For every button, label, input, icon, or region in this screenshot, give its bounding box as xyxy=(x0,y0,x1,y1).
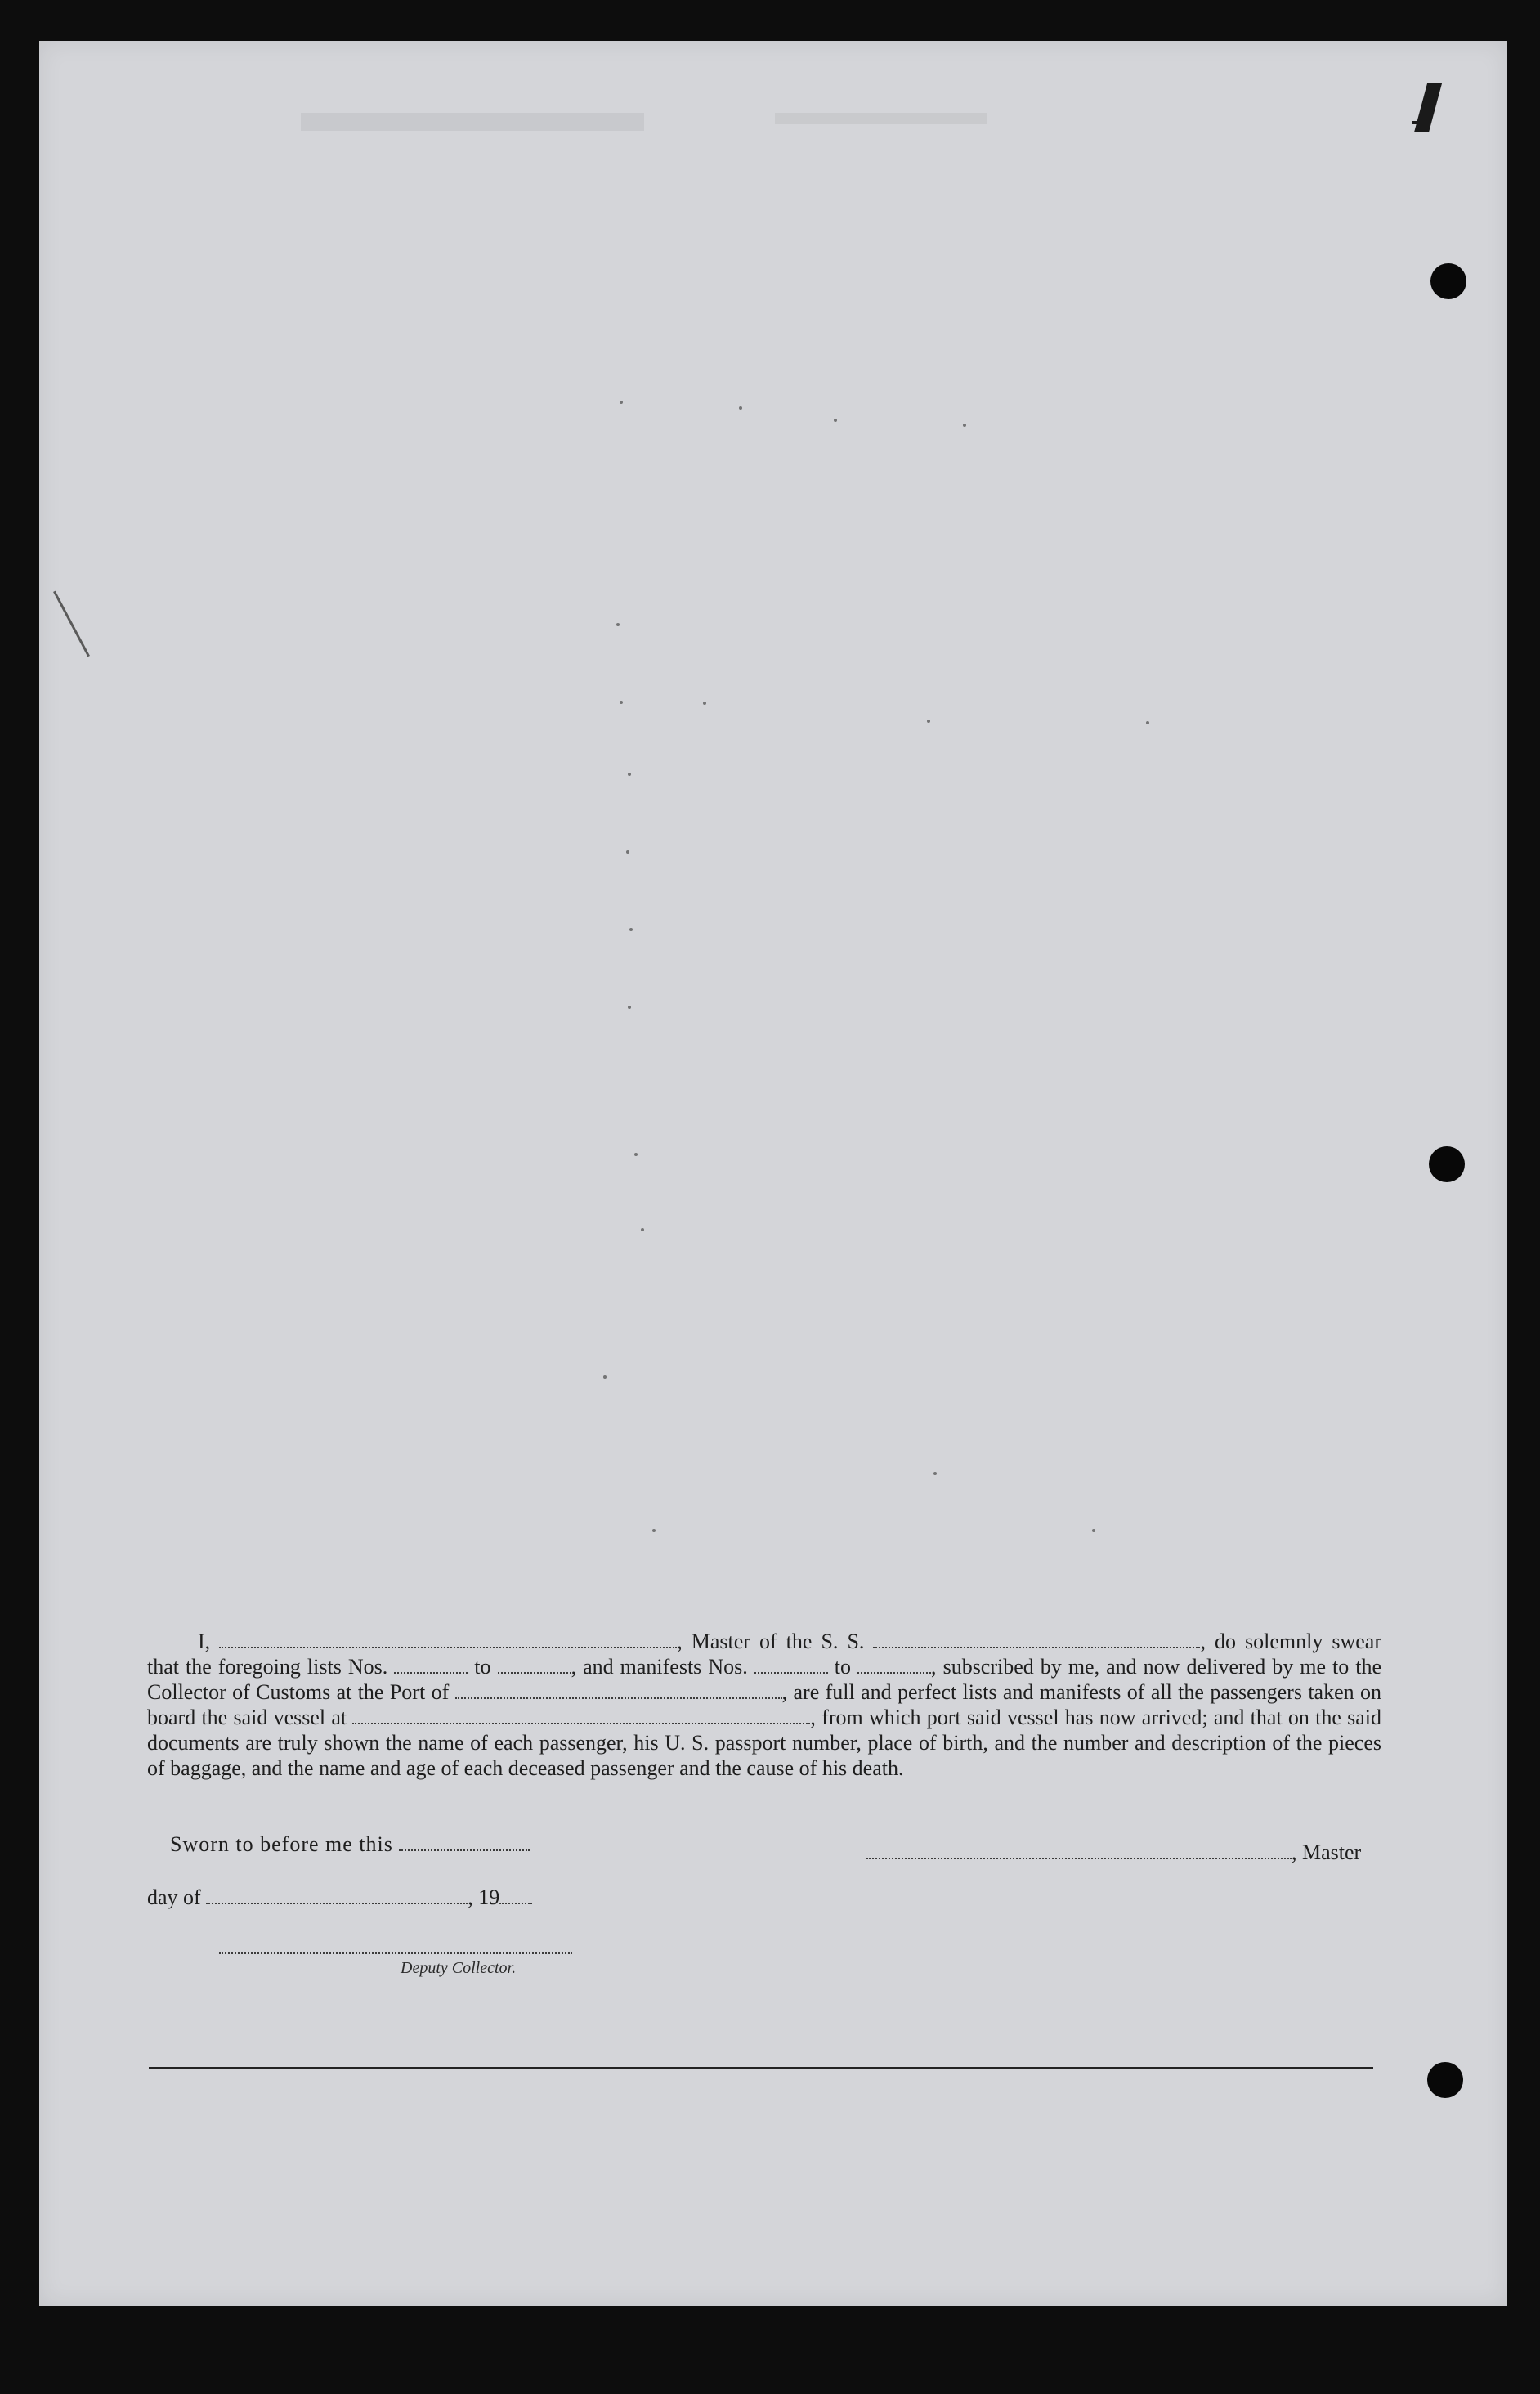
speck xyxy=(1146,721,1149,724)
speck xyxy=(620,401,623,404)
list-from-field[interactable] xyxy=(394,1654,468,1674)
ship-name-field[interactable] xyxy=(873,1629,1200,1648)
oath-rest: , from which port said vessel has now arrived; and that on the said documents are truly shown the name of each passenger, his U. S. passport number, place of birth, and the number and description of the pieces of baggage, and the name and age of each deceased passenger and the cause of his death. xyxy=(147,1706,1381,1780)
speck xyxy=(629,928,633,931)
list-to-field[interactable] xyxy=(498,1654,571,1674)
oath-opening: I, xyxy=(198,1630,211,1653)
corner-ink-mark xyxy=(1414,83,1442,132)
port-of-arrival-field[interactable] xyxy=(455,1679,782,1699)
sworn-label: Sworn to before me this xyxy=(170,1832,393,1856)
bleed-through-text xyxy=(775,113,987,124)
oath-paragraph xyxy=(147,1629,1381,1781)
oath-solemnly: , do solemnly swear that the foregoing lists Nos. xyxy=(147,1630,1381,1679)
sworn-day-field[interactable] xyxy=(399,1831,530,1851)
speck xyxy=(626,850,629,854)
speck xyxy=(652,1529,656,1532)
oath-full-perfect: , are full and perfect lists and manifests of all the passengers taken on board the said vessel at xyxy=(147,1680,1382,1729)
speck xyxy=(1092,1529,1095,1532)
year-field[interactable] xyxy=(499,1885,532,1904)
day-of-line xyxy=(147,1885,532,1910)
speck xyxy=(603,1375,607,1379)
oath-and-manifests: , and manifests Nos. xyxy=(571,1655,748,1679)
oath-to-1: to xyxy=(474,1655,491,1679)
deputy-signature-field[interactable] xyxy=(219,1952,572,1954)
speck xyxy=(933,1472,937,1475)
oath-master-of: , Master of the S. S. xyxy=(677,1630,865,1653)
day-of-label: day of xyxy=(147,1885,201,1909)
speck xyxy=(628,773,631,776)
document-sheet xyxy=(39,41,1507,2306)
corner-ink-tick xyxy=(1412,121,1424,124)
speck xyxy=(616,623,620,626)
port-of-departure-field[interactable] xyxy=(352,1705,810,1724)
master-label: , Master xyxy=(1292,1840,1362,1864)
master-name-field[interactable] xyxy=(219,1629,677,1648)
master-signature-line xyxy=(866,1840,1361,1865)
punch-hole-bottom xyxy=(1427,2062,1463,2098)
bottom-rule xyxy=(149,2067,1373,2069)
deputy-collector-label: Deputy Collector. xyxy=(401,1959,517,1977)
master-signature-field[interactable] xyxy=(866,1840,1292,1859)
punch-hole-top xyxy=(1430,263,1466,299)
speck xyxy=(628,1006,631,1009)
speck xyxy=(641,1228,644,1231)
speck xyxy=(927,720,930,723)
oath-subscribed: , subscribed by me, and now delivered by me to the Collector of Customs at the Port of xyxy=(147,1655,1382,1704)
speck xyxy=(634,1153,638,1156)
manifest-from-field[interactable] xyxy=(754,1654,828,1674)
speck xyxy=(963,424,966,427)
punch-hole-middle xyxy=(1429,1146,1465,1182)
speck xyxy=(703,702,706,705)
bleed-through-text xyxy=(301,113,644,131)
speck xyxy=(620,701,623,704)
speck xyxy=(739,406,742,410)
oath-to-2: to xyxy=(834,1655,852,1679)
margin-mark xyxy=(53,591,90,657)
month-field[interactable] xyxy=(206,1885,468,1904)
manifest-to-field[interactable] xyxy=(857,1654,931,1674)
year-prefix: , 19 xyxy=(468,1885,500,1909)
speck xyxy=(834,419,837,422)
sworn-line xyxy=(170,1831,530,1857)
